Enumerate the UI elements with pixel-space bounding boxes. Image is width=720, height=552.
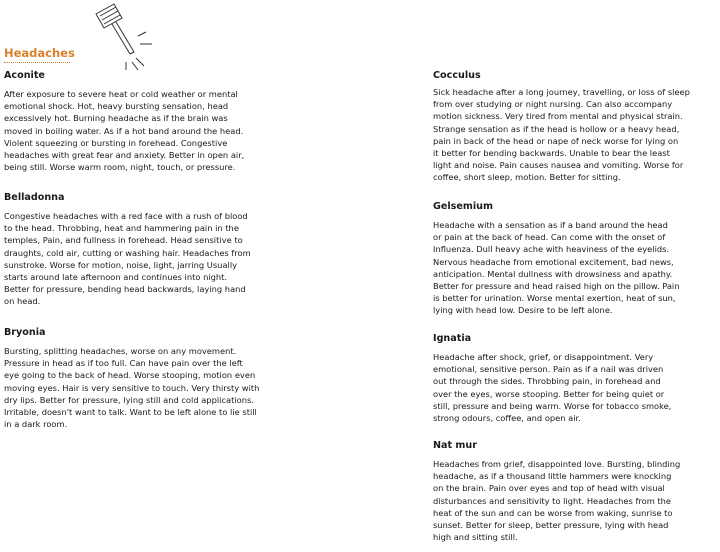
remedy-name-ignatia: Ignatia <box>433 333 472 344</box>
title-underline <box>4 62 70 63</box>
remedy-text-cocculus: Sick headache after a long journey, travelling, or loss of sleep from over studying or night nursing. Can also accompany motion sickness. Very tired from mental and physical strain. Strange sensation as if the head is hollow or a heavy head, pain in back of the head or nape of neck worse for lying on it better for bending backwards. Unable to bear the least light and noise. Pain causes nausea and vomiting. Worse for coffee, short sleep, motion. Better for sitting. <box>433 87 690 183</box>
remedy-name-gelsemium: Gelsemium <box>433 201 493 212</box>
remedy-text-gelsemium: Headache with a sensation as if a band around the head or pain at the back of head. Can come with the onset of Influenza. Dull heavy ache with heaviness of the eyelids. Nervous headache from emotional excitement, bad news, anticipation. Mental dullness with drowsiness and apathy. Better for pressure and head raised high on the pillow. Pain is better for urination. Worse mental exertion, heat of sun, lying with head low. Desire to be left alone. <box>433 220 680 316</box>
hammer-sketch-icon <box>86 2 166 72</box>
remedy-name-aconite: Aconite <box>4 70 45 81</box>
remedy-text-aconite: After exposure to severe heat or cold weather or mental emotional shock. Hot, heavy bursting sensation, head excessively hot. Burning headache as if the brain was moved in boiling water. As if a hot band around the head. Violent squeezing or bursting in forehead. Congestive headaches with great fear and anxiety. Better in open air, being still. Worse warm room, night, touch, or pressure. <box>4 89 245 173</box>
remedy-name-cocculus: Cocculus <box>433 70 481 81</box>
remedy-text-bryonia: Bursting, splitting headaches, worse on any movement. Pressure in head as if too full. Can have pain over the left eye going to the back of head. Worse stooping, motion even moving eyes. Hair is very sensitive to touch. Very thirsty with dry lips. Better for pressure, lying still and cold applications. Irritable, doesn't want to talk. Want to be left alone to lie still in a dark room. <box>4 346 260 430</box>
remedy-name-bryonia: Bryonia <box>4 327 46 338</box>
remedy-text-nat-mur: Headaches from grief, disappointed love. Bursting, blinding headache, as if a thousand little hammers were knocking on the brain. Pain over eyes and top of head with visual disturbances and sensitivity to light. Headaches from the heat of the sun and can be worse from waking, sunrise to sunset. Better for sleep, better pressure, lying with head high and sitting still. <box>433 459 681 543</box>
remedy-text-ignatia: Headache after shock, grief, or disappointment. Very emotional, sensitive person. Pain as if a nail was driven out through the sides. Throbbing pain, in forehead and over the eyes, worse stooping. Better for being quiet or still, pressure and being warm. Worse for tobacco smoke, strong odours, coffee, and open air. <box>433 352 672 424</box>
remedy-name-belladonna: Belladonna <box>4 192 65 203</box>
remedy-name-nat-mur: Nat mur <box>433 440 477 451</box>
section-title: Headaches <box>4 46 75 60</box>
remedy-text-belladonna: Congestive headaches with a red face with a rush of blood to the head. Throbbing, heat and hammering pain in the temples, Pain, and fullness in forehead. Head sensitive to draughts, cold air, cutting or washing hair. Headaches from sunstroke. Worse for motion, noise, light, jarring Usually starts around late afternoon and continues into night. Better for pressure, bending head backwards, laying hand on head. <box>4 211 251 307</box>
